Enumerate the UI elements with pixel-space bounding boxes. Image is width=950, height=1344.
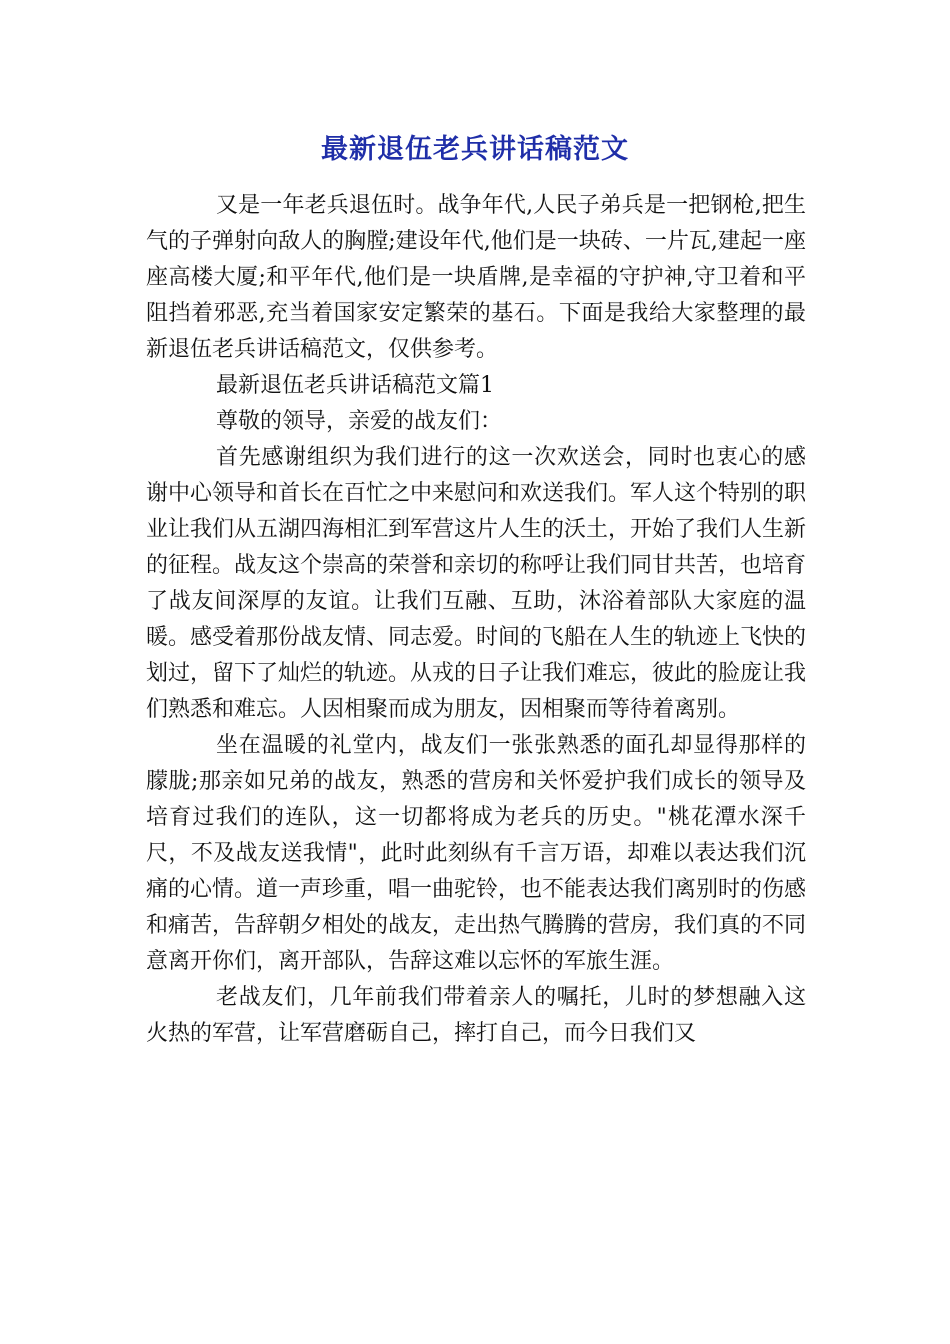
document-title: 最新退伍老兵讲话稿范文 — [321, 134, 629, 165]
paragraph-intro: 又是一年老兵退伍时。战争年代,人民子弟兵是一把钢枪,把生气的子弹射向敌人的胸膛;建设年代,他们是一块砖、一片瓦,建起一座座高楼大厦;和平年代,他们是一块盾牌,是幸福的守护神,守卫着和平阻挡着邪恶,充当着国家安定繁荣的基石。下面是我给大家整理的最新退伍老兵讲话稿范文，仅供参考。 — [146, 193, 806, 362]
paragraph-hall: 坐在温暖的礼堂内，战友们一张张熟悉的面孔却显得那样的朦胧;那亲如兄弟的战友，熟悉的营房和关怀爱护我们成长的领导及培育过我们的连队，这一切都将成为老兵的历史。"桃花潭水深千尺，不及战友送我情"，此时此刻纵有千言万语，却难以表达我们沉痛的心情。道一声珍重，唱一曲驼铃，也不能表达我们离别时的伤感和痛苦，告辞朝夕相处的战友，走出热气腾腾的营房，我们真的不同意离开你们，离开部队，告辞这难以忘怀的军旅生涯。 — [146, 733, 807, 974]
salutation: 尊敬的领导，亲爱的战友们： — [216, 409, 503, 434]
paragraph-thanks: 首先感谢组织为我们进行的这一次欢送会，同时也衷心的感谢中心领导和首长在百忙之中来慰问和欢送我们。军人这个特别的职业让我们从五湖四海相汇到军营这片人生的沃土，开始了我们人生新的征程。战友这个崇高的荣誉和亲切的称呼让我们同甘共苦，也培育了战友间深厚的友谊。让我们互融、互助，沐浴着部队大家庭的温暖。感受着那份战友情、同志爱。时间的飞船在人生的轨迹上飞快的划过，留下了灿烂的轨迹。从戎的日子让我们难忘，彼此的脸庞让我们熟悉和难忘。人因相聚而成为朋友，因相聚而等待着离别。 — [146, 445, 807, 722]
document-body — [146, 188, 806, 1052]
paragraph-comrades: 老战友们，几年前我们带着亲人的嘱托，儿时的梦想融入这火热的军营，让军营磨砺自己，摔打自己，而今日我们又 — [146, 985, 806, 1046]
section-heading: 最新退伍老兵讲话稿范文篇1 — [216, 373, 494, 398]
